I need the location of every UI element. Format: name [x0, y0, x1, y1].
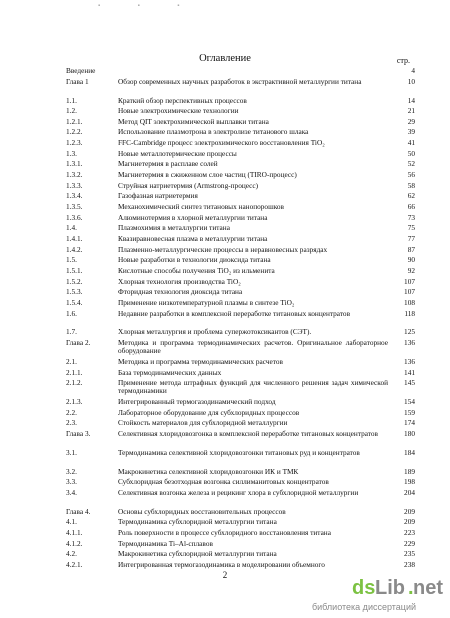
svg-text:.: . — [408, 577, 414, 599]
toc-entry-title: Интегрированная термогазодинамика в моделировании объемного — [118, 560, 325, 570]
toc-entry-page: 56 — [407, 170, 415, 180]
toc-entry-page: 107 — [404, 276, 415, 286]
toc-entry-number: 1.2.3. — [66, 138, 83, 148]
toc-entry-title: Магниетермия в сжиженном слое частиц (TIRO-процесс) — [118, 170, 297, 180]
page-column-header: стр. — [396, 56, 410, 65]
toc-entry-number: Глава 4. — [66, 506, 91, 516]
toc-entry-page: 189 — [404, 466, 415, 476]
toc-entry-number: 1.3.1. — [66, 159, 83, 169]
toc-entry-number: 1.2.2. — [66, 127, 83, 137]
toc-entry-number: 4.1.1. — [66, 528, 83, 538]
toc-entry-page: 107 — [404, 287, 415, 297]
toc-entry-title: Плазмохимия в металлургии титана — [118, 223, 230, 233]
toc-entry-page: 14 — [407, 95, 415, 105]
toc-entry-title: Основы субхлоридных восстановительных процессов — [118, 506, 286, 516]
toc-entry-page: 52 — [407, 159, 415, 169]
toc-entry-number: 1.3.3. — [66, 180, 83, 190]
toc-entry-page: 154 — [404, 397, 415, 406]
toc-entry-title: Селективная хлоридовозгонка в комплексной переработке титановых концентратов — [118, 428, 378, 438]
toc-entry-title: Макрокинетика субхлоридной металлургии титана — [118, 549, 277, 559]
toc-entry-page: 92 — [407, 265, 415, 275]
toc-entry-title: Струйная натриетермия (Armstrong-процесс) — [118, 180, 259, 190]
toc-entry-title: Обзор современных научных разработок в экстрактивной металлургии титана — [118, 76, 362, 86]
toc-entry-title: Интегрированный термогазодинамический подход — [118, 397, 276, 406]
toc-entry-title: Кислотные способы получения TiO₂ из ильменита — [118, 265, 275, 275]
toc-entry-page: 125 — [404, 327, 415, 337]
toc-entry-page: 58 — [407, 180, 415, 190]
toc-entry-page: 50 — [407, 148, 415, 158]
toc-entry-title: Алюминотермия в хлорной металлургии титана — [118, 212, 268, 222]
toc-entry-title: Фторидная технология диоксида титана — [118, 287, 243, 297]
toc-entry-number: 2.2. — [66, 407, 77, 417]
toc-entry-number: 1.5. — [66, 255, 77, 265]
toc-entry-title: Применение низкотемпературной плазмы в синтезе TiO₂ — [118, 297, 295, 307]
page-number: 2 — [222, 570, 228, 580]
toc-entry-page: 87 — [407, 244, 415, 254]
toc-entry-title: Газофазная натриетермия — [118, 191, 198, 201]
toc-entry-number: 2.1.2. — [66, 378, 83, 388]
toc-entry-page: 145 — [404, 378, 415, 388]
toc-entry-number: 1.3.4. — [66, 191, 83, 201]
svg-text:Lib: Lib — [375, 577, 405, 599]
toc-entry-page: 235 — [404, 549, 415, 559]
toc-entry-number: 1.5.4. — [66, 297, 83, 307]
toc-entry-title: Субхлоридная безотходная возгонка силлиманитовых концентратов — [118, 477, 329, 487]
toc-entry-number: 4.2. — [66, 549, 77, 559]
toc-entry-number: 2.1.3. — [66, 397, 83, 406]
toc-entry-page: 118 — [404, 308, 415, 318]
toc-entry-title: Новые электрохимические технологии — [118, 106, 239, 116]
toc-entry-number: Глава 1 — [66, 76, 89, 86]
toc-entry-page: 174 — [404, 418, 415, 428]
toc-entry-number: 1.3. — [66, 148, 77, 158]
toc-entry-title: FFC-Cambridge процесс электрохимического восстановления TiO₂ — [118, 138, 325, 148]
toc-entry-title: Методика и программа термодинамических расчетов — [118, 356, 283, 366]
toc-entry-page: 29 — [407, 116, 415, 126]
toc-entry-title: Термодинамика Ti–Al-сплавов — [118, 538, 213, 548]
toc-entry-number: 3.1. — [66, 447, 77, 457]
toc-entry-page: 62 — [407, 191, 415, 201]
toc-entry-page: 229 — [404, 538, 415, 548]
toc-entry-number: 1.4.2. — [66, 244, 83, 254]
toc-entry-title: Механохимический синтез титановых нанопорошков — [118, 202, 284, 211]
toc-entry-title: Макрокинетика селективной хлоридовозгонки ИК и ТМК — [118, 466, 299, 476]
toc-entry-title: Методика и программа термодинамических расчетов. Оригинальное лабораторное оборудование — [118, 338, 388, 356]
toc-entry-page: 39 — [407, 127, 415, 137]
dslib-logo — [352, 574, 444, 600]
toc-entry-number: 2.1. — [66, 356, 77, 366]
toc-entry-number: 3.2. — [66, 466, 77, 476]
toc-entry-title: Новые разработки в технологии диоксида титана — [118, 255, 271, 265]
toc-entry-number: 1.3.2. — [66, 170, 83, 180]
toc-entry-number: 1.7. — [66, 327, 77, 337]
toc-entry-page: 136 — [404, 356, 415, 366]
toc-entry-number: 1.4.1. — [66, 233, 83, 243]
toc-entry-title: Плазменно-металлургические процессы в неравновесных разрядах — [118, 244, 328, 254]
toc-entry-title: Магниетермия в расплаве солей — [118, 159, 218, 169]
toc-entry-title: Термодинамика селективной хлоридовозгонки титановых руд и концентратов — [118, 447, 360, 457]
toc-entry-number: 4.1. — [66, 517, 77, 527]
toc-entry-number: 1.2.1. — [66, 116, 83, 126]
toc-entry-page: 198 — [404, 477, 415, 487]
toc-entry-page: 21 — [407, 106, 415, 116]
page-title: Оглавление — [199, 53, 251, 64]
toc-entry-number: 1.3.5. — [66, 202, 83, 211]
toc-entry-title: Недавние разработки в комплексной переработке титановых концентратов — [118, 308, 351, 318]
toc-entry-number: 1.4. — [66, 223, 77, 233]
svg-text:ds: ds — [352, 577, 376, 599]
toc-entry-number: 1.6. — [66, 308, 77, 318]
toc-entry-number: Глава 3. — [66, 428, 91, 438]
toc-entry-page: 4 — [411, 66, 415, 75]
toc-entry-number: 3.4. — [66, 487, 77, 497]
toc-entry-title: Лабораторное оборудование для субхлоридных процессов — [118, 407, 300, 417]
toc-entry-page: 90 — [407, 255, 415, 265]
toc-entry-page: 77 — [407, 233, 415, 243]
toc-entry-page: 75 — [407, 223, 415, 233]
svg-text:net: net — [413, 577, 443, 599]
toc-entry-number: 2.3. — [66, 418, 77, 428]
toc-entry-number: 2.1.1. — [66, 367, 83, 377]
toc-entry-number: 1.3.6. — [66, 212, 83, 222]
toc-entry-title: Квазиравновесная плазма в металлургии титана — [118, 233, 268, 243]
toc-entry-number: 3.3. — [66, 477, 77, 487]
toc-entry-number: 1.2. — [66, 106, 77, 116]
toc-entry-title: Новые металлотермические процессы — [118, 148, 237, 158]
toc-entry-number: 4.2.1. — [66, 560, 83, 570]
toc-entry-page: 204 — [404, 487, 415, 497]
toc-entry-number: 1.5.2. — [66, 276, 83, 286]
toc-entry-number: 4.1.2. — [66, 538, 83, 548]
scan-dots: ▪ ▪ ▪ — [98, 3, 198, 9]
watermark-subtitle: библиотека диссертаций — [312, 602, 417, 612]
toc-entry-title: Метод QIT электрохимической выплавки титана — [118, 116, 269, 126]
toc-entry-number: 1.5.1. — [66, 265, 83, 275]
toc-entry-page: 238 — [404, 560, 415, 570]
toc-entry-page: 41 — [407, 138, 415, 148]
toc-entry-number: 1.1. — [66, 95, 77, 105]
toc-entry-title: Стойкость материалов для субхлоридной металлургии — [118, 418, 288, 428]
toc-entry-page: 209 — [404, 506, 415, 516]
toc-entry-page: 184 — [404, 447, 415, 457]
toc-entry-title: Термодинамика субхлоридной металлургии титана — [118, 517, 277, 527]
toc-entry-number: 1.5.3. — [66, 287, 83, 297]
toc-entry-title: Селективная возгонка железа и рецикинг хлора в субхлоридной металлургии — [118, 487, 359, 497]
toc-entry-page: 108 — [404, 297, 415, 307]
toc-entry-page: 66 — [407, 202, 415, 211]
toc-entry-page: 136 — [404, 338, 415, 347]
toc-entry-title: Применение метода штрафных функций для численного решения задач химической термодинамики — [118, 378, 388, 396]
toc-entry-number: Введение — [66, 66, 96, 75]
toc-entry-title: База термодинамических данных — [118, 367, 222, 377]
toc-entry-page: 180 — [404, 428, 415, 438]
toc-entry-page: 10 — [407, 76, 415, 86]
toc-entry-page: 141 — [404, 367, 415, 377]
toc-entry-title: Хлорная технология производства TiO₂ — [118, 276, 241, 286]
toc-entry-title: Краткий обзор перспективных процессов — [118, 95, 247, 105]
toc-entry-page: 209 — [404, 517, 415, 527]
toc-entry-page: 159 — [404, 407, 415, 417]
toc-entry-title: Хлорная металлургия и проблема супержотоксикантов (СЭТ). — [118, 327, 312, 337]
toc-entry-page: 73 — [407, 212, 415, 222]
toc-entry-page: 223 — [404, 528, 415, 538]
toc-entry-title: Использование плазмотрона в электролизе титанового шлака — [118, 127, 309, 137]
toc-entry-title: Роль поверхности в процессе субхлоридного восстановления титана — [118, 528, 331, 538]
toc-entry-number: Глава 2. — [66, 338, 91, 347]
